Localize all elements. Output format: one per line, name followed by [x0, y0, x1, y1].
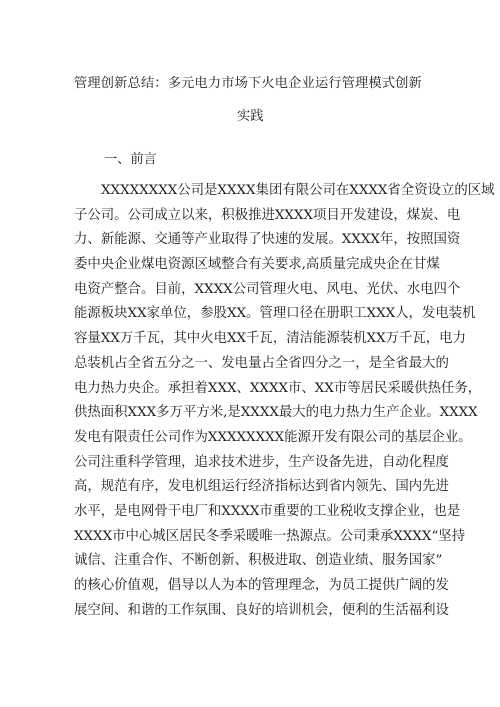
body-line: 委中央企业煤电资源区域整合有关要求,高质量完成央企在甘煤	[74, 257, 440, 273]
body-line: 公司注重科学管理，追求技术进步，生产设备先进，自动化程度	[74, 454, 449, 470]
body-line: 电资产整合。目前，XXXX公司管理火电、风电、光伏、水电四个	[74, 281, 461, 297]
body-line: 容量XX万千瓦，其中火电XX千瓦，清洁能源装机XX万千瓦，电力	[74, 331, 466, 347]
body-line: 诚信、注重合作、不断创新、积极进取、创造业绩、服务国家”	[74, 553, 443, 569]
body-line: 力、新能源、交通等产业取得了快速的发展。XXXX年，按照国资	[74, 232, 461, 248]
body-line: 供热面积XXX多万平方米,是XXXX最大的电力热力生产企业。XXXX	[74, 405, 478, 421]
body-line: 高，规范有序，发电机组运行经济指标达到省内领先、国内先进	[74, 479, 449, 495]
body-line: XXXXXXXX公司是XXXX集团有限公司在XXXX省全资设立的区域	[101, 183, 495, 198]
body-line: 总装机占全省五分之一、发电量占全省四分之一，是全省最大的	[74, 355, 449, 371]
body-line: XXXX市中心城区居民冬季采暖唯一热源点。公司秉承XXXX“坚持	[74, 528, 466, 544]
document-title-line-1: 管理创新总结：多元电力市场下火电企业运行管理模式创新	[74, 76, 423, 91]
body-line: 展空间、和谐的工作氛围、良好的培训机会，便利的生活福利设	[74, 602, 449, 618]
body-line: 电力热力央企。承担着XXX、XXXX市、XX市等居民采暖供热任务，	[74, 380, 482, 396]
body-line: 能源板块XX家单位，参股XX。管理口径在册职工XXX人，发电装机	[74, 306, 476, 322]
body-line: 发电有限责任公司作为XXXXXXXX能源开发有限公司的基层企业。	[74, 429, 472, 445]
body-paragraph	[74, 179, 495, 623]
body-line: 水平，是电网骨干电厂和XXXX市重要的工业税收支撑企业，也是	[74, 503, 461, 519]
document-title-line-2: 实践	[237, 109, 264, 124]
section-heading: 一、前言	[104, 152, 157, 167]
body-line: 的核心价值观，倡导以人为本的管理理念，为员工提供广阔的发	[74, 578, 449, 593]
body-line: 子公司。公司成立以来，积极推进XXXX项目开发建设，煤炭、电	[74, 207, 461, 223]
